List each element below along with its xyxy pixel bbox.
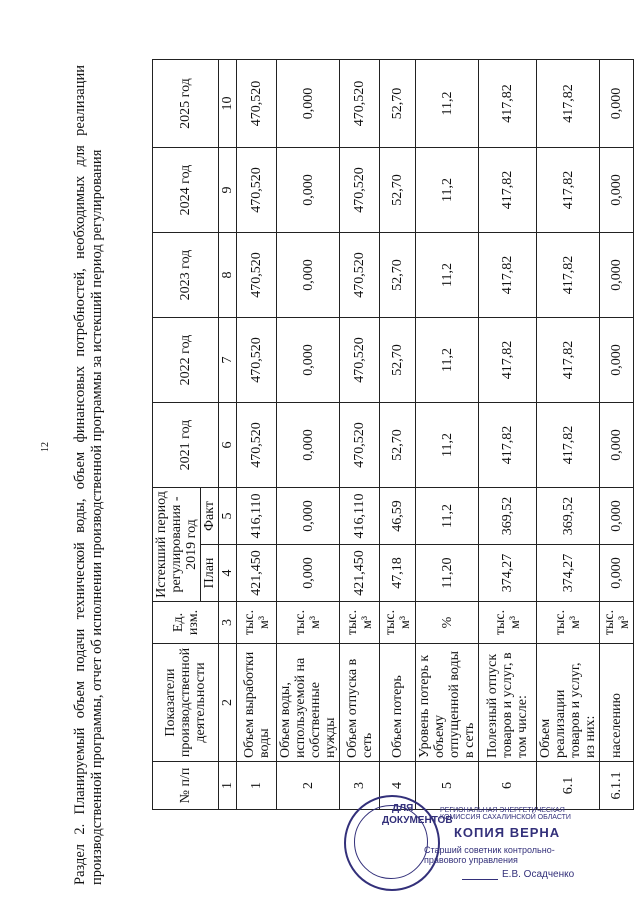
cell-y2023: 417,82 — [479, 233, 537, 318]
cell-y2025: 52,70 — [380, 60, 416, 148]
header-year: 2021 год — [153, 403, 219, 488]
cell-num: 6.1.1 — [600, 762, 634, 810]
col-number: 4 — [219, 545, 237, 602]
table-row — [537, 60, 600, 810]
cell-fact: 416,110 — [237, 488, 277, 545]
cell-y2021: 0,000 — [600, 403, 634, 488]
cell-name: Полезный отпуск товаров и услуг, в том числе: — [479, 644, 537, 762]
cell-unit: тыс. м³ — [340, 602, 380, 644]
cell-fact: 416,110 — [340, 488, 380, 545]
cell-y2023: 417,82 — [537, 233, 600, 318]
cell-num: 4 — [380, 762, 416, 810]
col-number: 10 — [219, 60, 237, 148]
cell-name: населению — [600, 644, 634, 762]
cell-y2025: 0,000 — [600, 60, 634, 148]
production-program-table — [152, 59, 634, 810]
cell-name: Объем отпуска в сеть — [340, 644, 380, 762]
header-year: 2022 год — [153, 318, 219, 403]
cell-fact: 11,2 — [416, 488, 479, 545]
col-number: 3 — [219, 602, 237, 644]
cell-y2022: 417,82 — [479, 318, 537, 403]
rotated-page-content — [72, 25, 632, 885]
cell-unit: тыс. м³ — [380, 602, 416, 644]
seal-text-documents: ДОКУМЕНТОВ — [382, 815, 453, 826]
cell-y2023: 11,2 — [416, 233, 479, 318]
header-year: 2023 год — [153, 233, 219, 318]
cell-num: 5 — [416, 762, 479, 810]
cell-plan: 374,27 — [537, 545, 600, 602]
cell-y2025: 417,82 — [479, 60, 537, 148]
cell-fact: 369,52 — [537, 488, 600, 545]
table-row — [237, 60, 277, 810]
cell-plan: 0,000 — [277, 545, 340, 602]
cell-y2021: 11,2 — [416, 403, 479, 488]
cell-y2024: 470,520 — [340, 148, 380, 233]
cell-unit: тыс. м³ — [537, 602, 600, 644]
table-row — [479, 60, 537, 810]
cell-y2023: 52,70 — [380, 233, 416, 318]
cell-y2024: 0,000 — [277, 148, 340, 233]
cell-y2022: 52,70 — [380, 318, 416, 403]
col-number: 6 — [219, 403, 237, 488]
cell-unit: тыс. м³ — [600, 602, 634, 644]
cell-name: Объем воды, используемой на собственные нужды — [277, 644, 340, 762]
table-row — [277, 60, 340, 810]
header-plan: План — [201, 545, 219, 602]
cell-unit: % — [416, 602, 479, 644]
page-number: 12 — [40, 442, 51, 452]
signature-line — [462, 879, 498, 880]
cell-y2022: 470,520 — [237, 318, 277, 403]
cell-y2025: 11,2 — [416, 60, 479, 148]
cell-fact: 46,59 — [380, 488, 416, 545]
table-row — [416, 60, 479, 810]
cell-y2022: 0,000 — [277, 318, 340, 403]
cell-fact: 369,52 — [479, 488, 537, 545]
cell-plan: 0,000 — [600, 545, 634, 602]
col-number: 5 — [219, 488, 237, 545]
cell-y2022: 417,82 — [537, 318, 600, 403]
cell-fact: 0,000 — [277, 488, 340, 545]
cell-y2022: 470,520 — [340, 318, 380, 403]
table-row — [600, 60, 634, 810]
col-number: 8 — [219, 233, 237, 318]
cell-num: 1 — [237, 762, 277, 810]
cell-y2025: 0,000 — [277, 60, 340, 148]
stamp-organization: РЕГИОНАЛЬНАЯ ЭНЕРГЕТИЧЕСКАЯ КОМИССИЯ САХАЛИНСКОЙ ОБЛАСТИ — [440, 807, 571, 821]
cell-y2021: 417,82 — [537, 403, 600, 488]
header-indicator: Показатели производственной деятельности — [153, 644, 219, 762]
header-year: 2025 год — [153, 60, 219, 148]
cell-name: Объем выработки воды — [237, 644, 277, 762]
stamp-position: Старший советник контрольно-правового управления — [424, 845, 555, 865]
table-row — [340, 60, 380, 810]
table-row — [380, 60, 416, 810]
cell-y2024: 470,520 — [237, 148, 277, 233]
cell-y2022: 11,2 — [416, 318, 479, 403]
cell-y2021: 52,70 — [380, 403, 416, 488]
stamp-signer: Е.В. Осадченко — [502, 869, 575, 880]
cell-y2025: 470,520 — [340, 60, 380, 148]
cell-y2024: 11,2 — [416, 148, 479, 233]
cell-y2021: 470,520 — [237, 403, 277, 488]
cell-unit: тыс. м³ — [237, 602, 277, 644]
col-number: 7 — [219, 318, 237, 403]
copy-certification-stamp — [344, 795, 592, 890]
header-fact: Факт — [201, 488, 219, 545]
col-number: 9 — [219, 148, 237, 233]
cell-name: Уровень потерь к объему отпущенной воды в сеть — [416, 644, 479, 762]
cell-y2023: 470,520 — [340, 233, 380, 318]
cell-unit: тыс. м³ — [277, 602, 340, 644]
cell-y2025: 470,520 — [237, 60, 277, 148]
cell-plan: 421,450 — [340, 545, 380, 602]
cell-y2023: 0,000 — [600, 233, 634, 318]
cell-y2025: 417,82 — [537, 60, 600, 148]
cell-y2024: 417,82 — [537, 148, 600, 233]
col-number: 1 — [219, 762, 237, 810]
header-period: Истекший период регулирования - 2019 год — [153, 488, 201, 602]
cell-y2024: 0,000 — [600, 148, 634, 233]
cell-plan: 11,20 — [416, 545, 479, 602]
cell-y2024: 417,82 — [479, 148, 537, 233]
cell-unit: тыс. м³ — [479, 602, 537, 644]
cell-y2023: 470,520 — [237, 233, 277, 318]
cell-num: 3 — [340, 762, 380, 810]
cell-y2023: 0,000 — [277, 233, 340, 318]
cell-plan: 374,27 — [479, 545, 537, 602]
cell-name: Объем реализации товаров и услуг, из них: — [537, 644, 600, 762]
section-heading: Раздел 2. Планируемый объем подачи технической воды, объем финансовых потребностей, необходимых для реализации производственной программы, отчет об исполнении производственной программы за истекший период регулирования — [72, 65, 105, 885]
cell-y2021: 0,000 — [277, 403, 340, 488]
header-year: 2024 год — [153, 148, 219, 233]
cell-y2024: 52,70 — [380, 148, 416, 233]
cell-plan: 47,18 — [380, 545, 416, 602]
cell-num: 6.1 — [537, 762, 600, 810]
cell-plan: 421,450 — [237, 545, 277, 602]
cell-fact: 0,000 — [600, 488, 634, 545]
header-unit: Ед. изм. — [153, 602, 219, 644]
cell-y2021: 417,82 — [479, 403, 537, 488]
cell-name: Объем потерь — [380, 644, 416, 762]
header-num: № п/п — [153, 762, 219, 810]
cell-num: 6 — [479, 762, 537, 810]
cell-num: 2 — [277, 762, 340, 810]
cell-y2021: 470,520 — [340, 403, 380, 488]
seal-text-dla: ДЛЯ — [392, 803, 414, 814]
cell-y2022: 0,000 — [600, 318, 634, 403]
col-number: 2 — [219, 644, 237, 762]
stamp-title: КОПИЯ ВЕРНА — [454, 825, 561, 840]
